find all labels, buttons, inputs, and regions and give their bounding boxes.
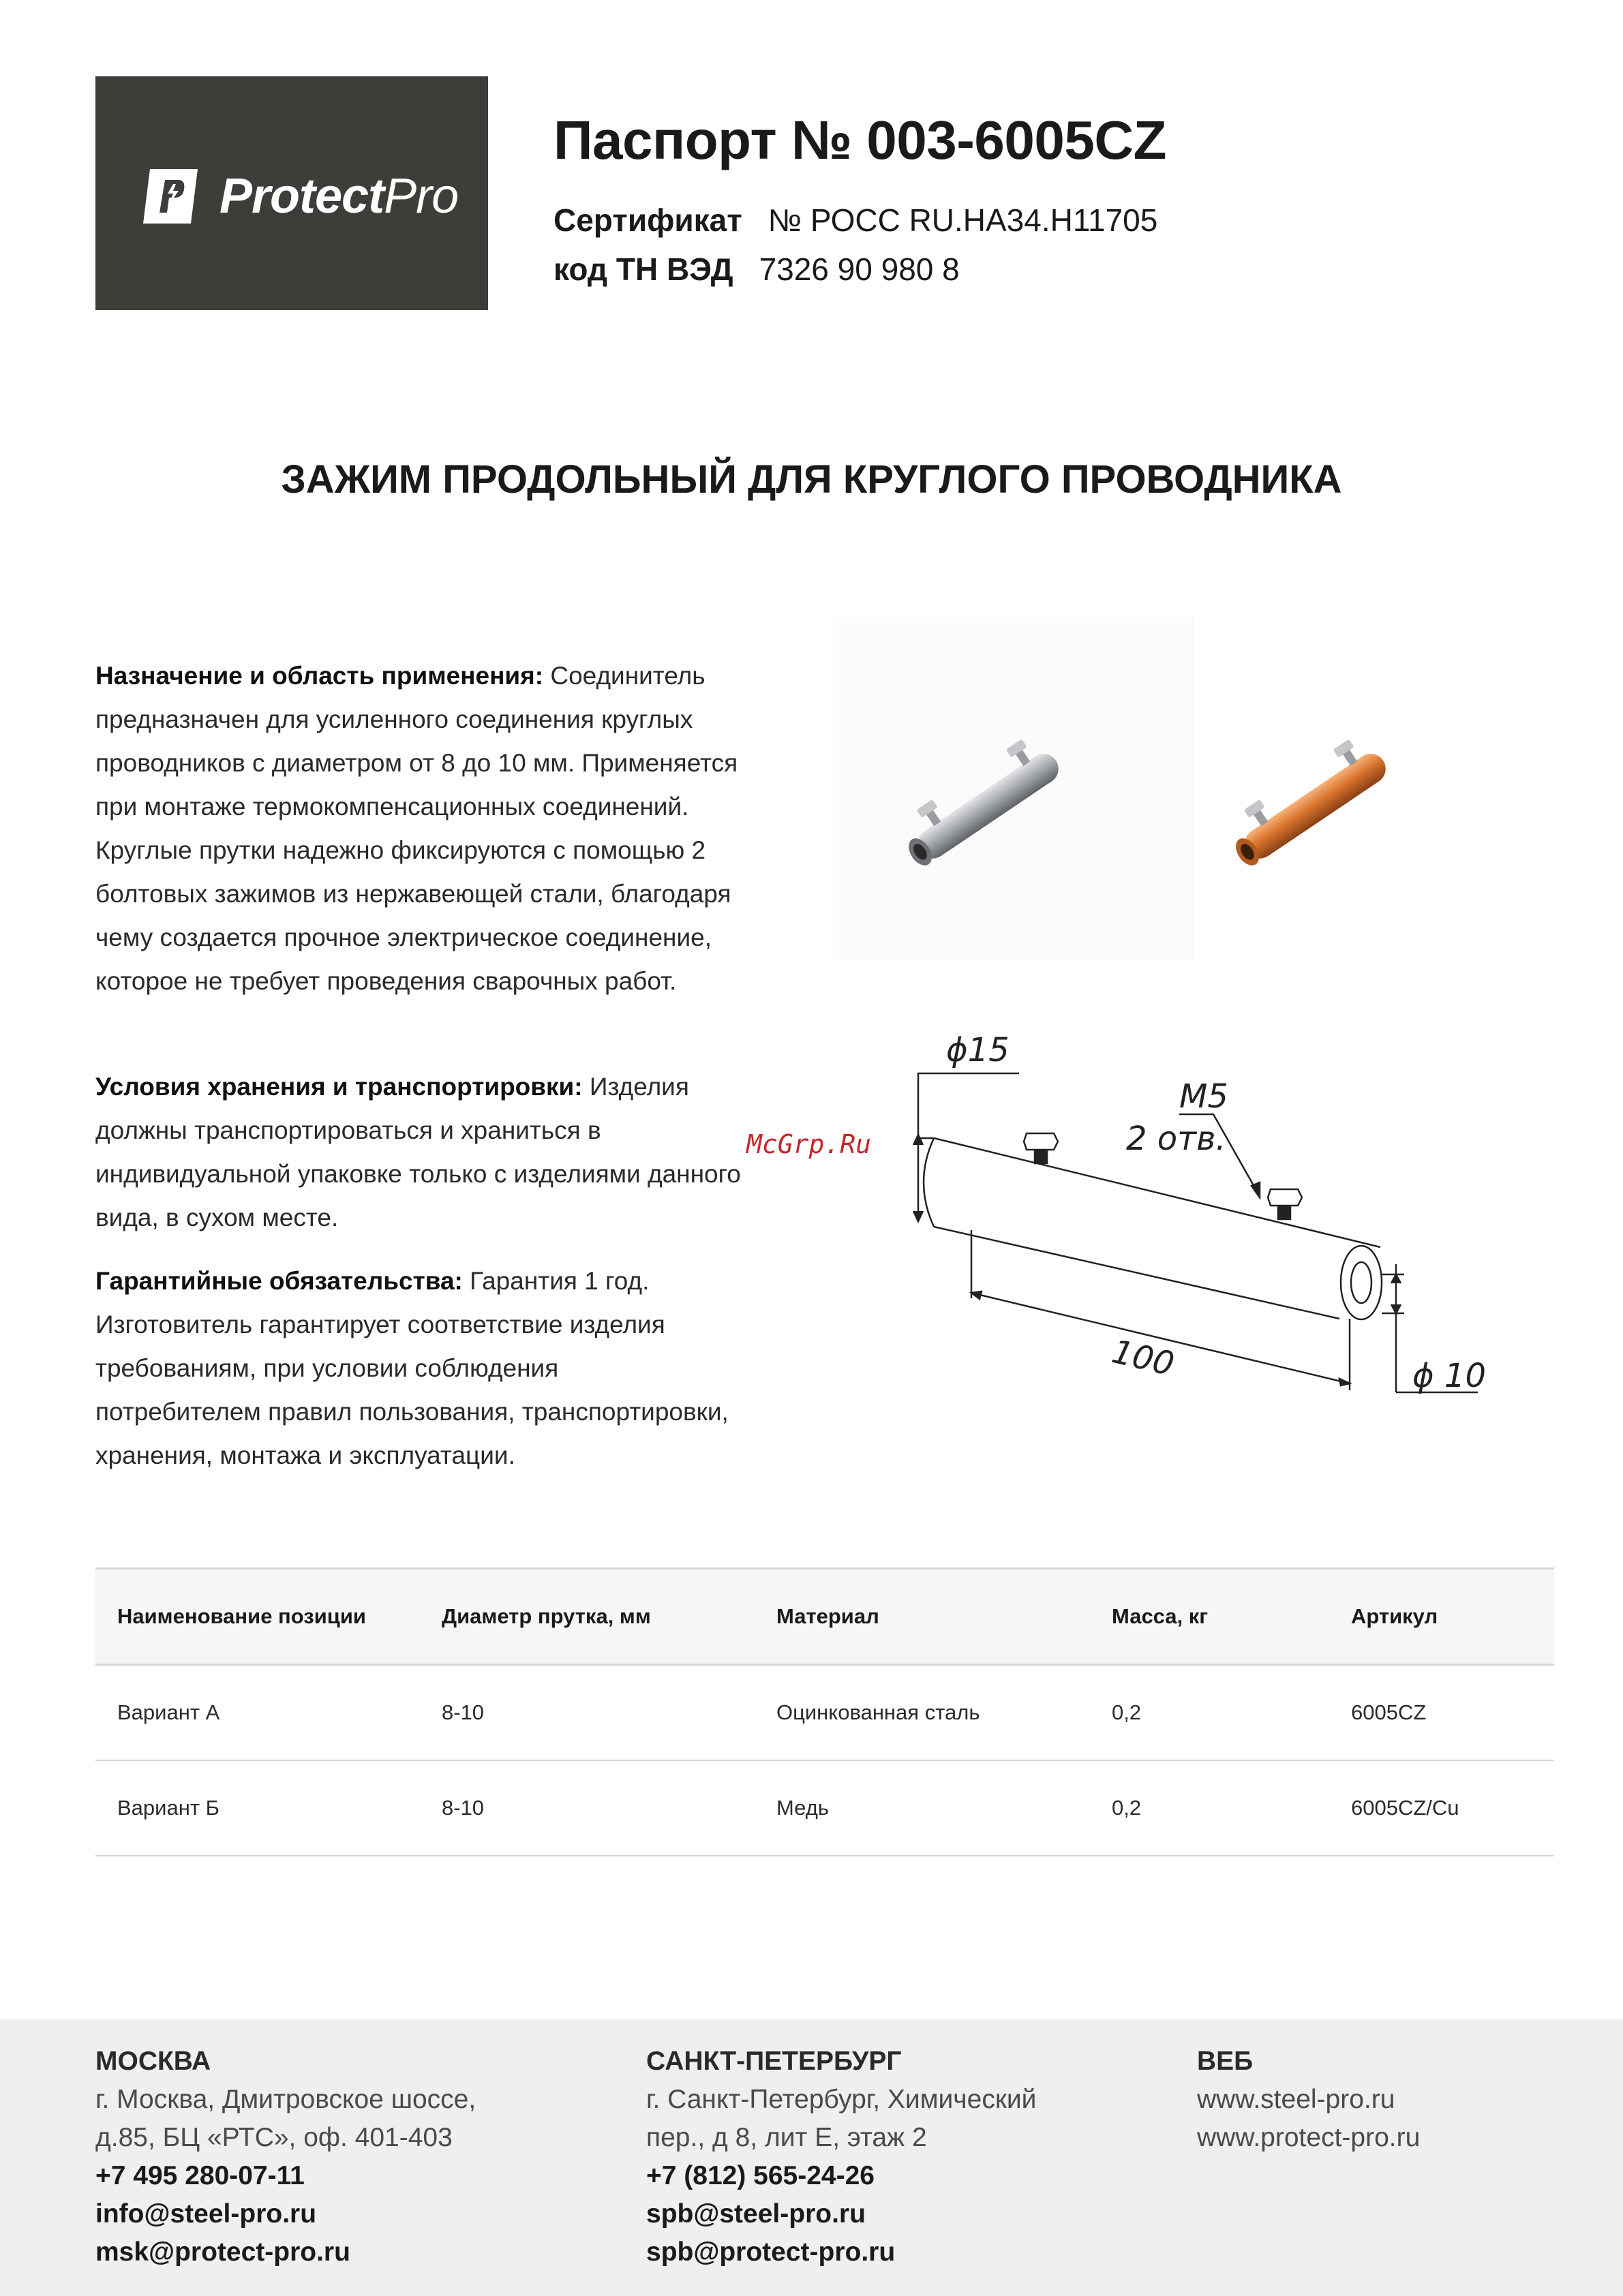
phone-link[interactable]: +7 495 280-07-11: [95, 2161, 305, 2190]
website-link[interactable]: www.protect-pro.ru: [1197, 2123, 1421, 2152]
table-row: [95, 1666, 1554, 1761]
thread-label: M5: [1179, 1077, 1228, 1116]
table-cell: Вариант А: [117, 1700, 220, 1724]
warranty-text: Гарантия 1 год. Изготовитель гарантирует соответствие изделия требованиям, при условии соблюдения потребителем правил пользования, транспортировки, хранения, монтажа и эксплуатации.: [95, 1267, 729, 1469]
certificate-row: [553, 202, 1157, 239]
table-cell: 6005CZ/Cu: [1351, 1796, 1459, 1820]
column-header: Материал: [776, 1604, 879, 1628]
cylinder-outline: [924, 1138, 1382, 1319]
column-header: Артикул: [1351, 1604, 1438, 1628]
table-cell: 0,2: [1112, 1700, 1142, 1724]
spec-table: [95, 1567, 1554, 1856]
table-cell: Медь: [776, 1796, 829, 1820]
certificate-label: Сертификат: [553, 202, 742, 238]
logo-wordmark: [219, 164, 458, 229]
bolt-left-icon: [1024, 1133, 1058, 1163]
address-line: д.85, БЦ «РТС», оф. 401-403: [95, 2123, 453, 2152]
address-line: г. Москва, Дмитровское шоссе,: [95, 2085, 476, 2114]
bolt-right-icon: [1268, 1189, 1302, 1219]
table-row: [95, 1761, 1554, 1856]
email-link[interactable]: spb@protect-pro.ru: [646, 2237, 896, 2267]
storage-text: Изделия должны транспортироваться и храниться в индивидуальной упаковке только с изделиями данного вида, в сухом месте.: [95, 1073, 741, 1231]
storage-paragraph: [95, 1065, 777, 1240]
email-link[interactable]: msk@protect-pro.ru: [95, 2237, 350, 2267]
protectpro-logo-icon: [138, 164, 203, 229]
logo-bold: Protect: [219, 169, 384, 224]
website-link[interactable]: www.steel-pro.ru: [1197, 2085, 1395, 2114]
logo: [95, 76, 488, 310]
table-cell: 6005CZ: [1351, 1700, 1427, 1724]
email-link[interactable]: spb@steel-pro.ru: [646, 2199, 866, 2229]
customs-code-label: код ТН ВЭД: [553, 251, 733, 287]
technical-drawing: [886, 1019, 1500, 1414]
warranty-label: Гарантийные обязательства:: [95, 1267, 463, 1295]
email-link[interactable]: info@steel-pro.ru: [95, 2199, 317, 2229]
customs-code-row: [553, 251, 960, 288]
purpose-label: Назначение и область применения:: [95, 662, 544, 690]
watermark: McGrp.Ru: [746, 1129, 872, 1159]
address-line: пер., д 8, лит Е, этаж 2: [646, 2123, 927, 2152]
copper-connector-image: [1213, 654, 1486, 900]
footer: [0, 2019, 1623, 2296]
footer-moscow: [95, 2042, 476, 2271]
table-cell: 8-10: [442, 1700, 485, 1724]
length-label: 100: [1108, 1332, 1178, 1384]
connector-photo-image: [833, 617, 1194, 961]
table-cell: Оцинкованная сталь: [776, 1700, 980, 1724]
table-cell: Вариант Б: [117, 1796, 219, 1820]
column-header: Масса, кг: [1112, 1604, 1209, 1628]
holes-label: 2 отв.: [1126, 1120, 1226, 1158]
customs-code-value: 7326 90 980 8: [759, 251, 960, 287]
inner-diameter-label: ϕ 10: [1412, 1357, 1486, 1395]
warranty-paragraph: [95, 1259, 729, 1478]
spacer: [1193, 617, 1200, 624]
storage-label: Условия хранения и транспортировки:: [95, 1073, 583, 1101]
address-line: г. Санкт-Петербург, Химический: [646, 2085, 1037, 2114]
steel-connector: [892, 730, 1064, 870]
phone-link[interactable]: +7 (812) 565-24-26: [646, 2161, 875, 2190]
purpose-text: Соединитель предназначен для усиленного соединения круглых проводников с диаметром от 8 до 10 мм. Применяется при монтаже термокомпенсационных соединений. Круглые прутки надежно фиксируются с помощью 2 болтовых зажимов из нержавеющей стали, благодаря чему создается прочное электрическое соединение, которое не требует проведения сварочных работ.: [95, 662, 738, 995]
certificate-value: № РОСС RU.HA34.H11705: [768, 202, 1158, 238]
table-cell: 8-10: [442, 1796, 485, 1820]
footer-spb: [646, 2042, 1036, 2271]
footer-heading: САНКТ-ПЕТЕРБУРГ: [646, 2047, 902, 2076]
column-header: Диаметр прутка, мм: [442, 1604, 651, 1628]
product-title: ЗАЖИМ ПРОДОЛЬНЫЙ ДЛЯ КРУГЛОГО ПРОВОДНИКА: [281, 457, 1342, 502]
footer-heading: ВЕБ: [1197, 2047, 1254, 2076]
outer-diameter-label: ϕ15: [946, 1031, 1010, 1069]
column-header: Наименование позиции: [117, 1604, 366, 1628]
footer-web: [1197, 2042, 1420, 2157]
footer-heading: МОСКВА: [95, 2047, 211, 2076]
table-cell: 0,2: [1112, 1796, 1142, 1820]
page-title: Паспорт № 003-6005CZ: [553, 110, 1167, 170]
purpose-paragraph: [95, 654, 777, 1003]
table-header: [95, 1567, 1554, 1666]
logo-light: Pro: [384, 169, 459, 224]
product-photo: [833, 617, 1194, 961]
